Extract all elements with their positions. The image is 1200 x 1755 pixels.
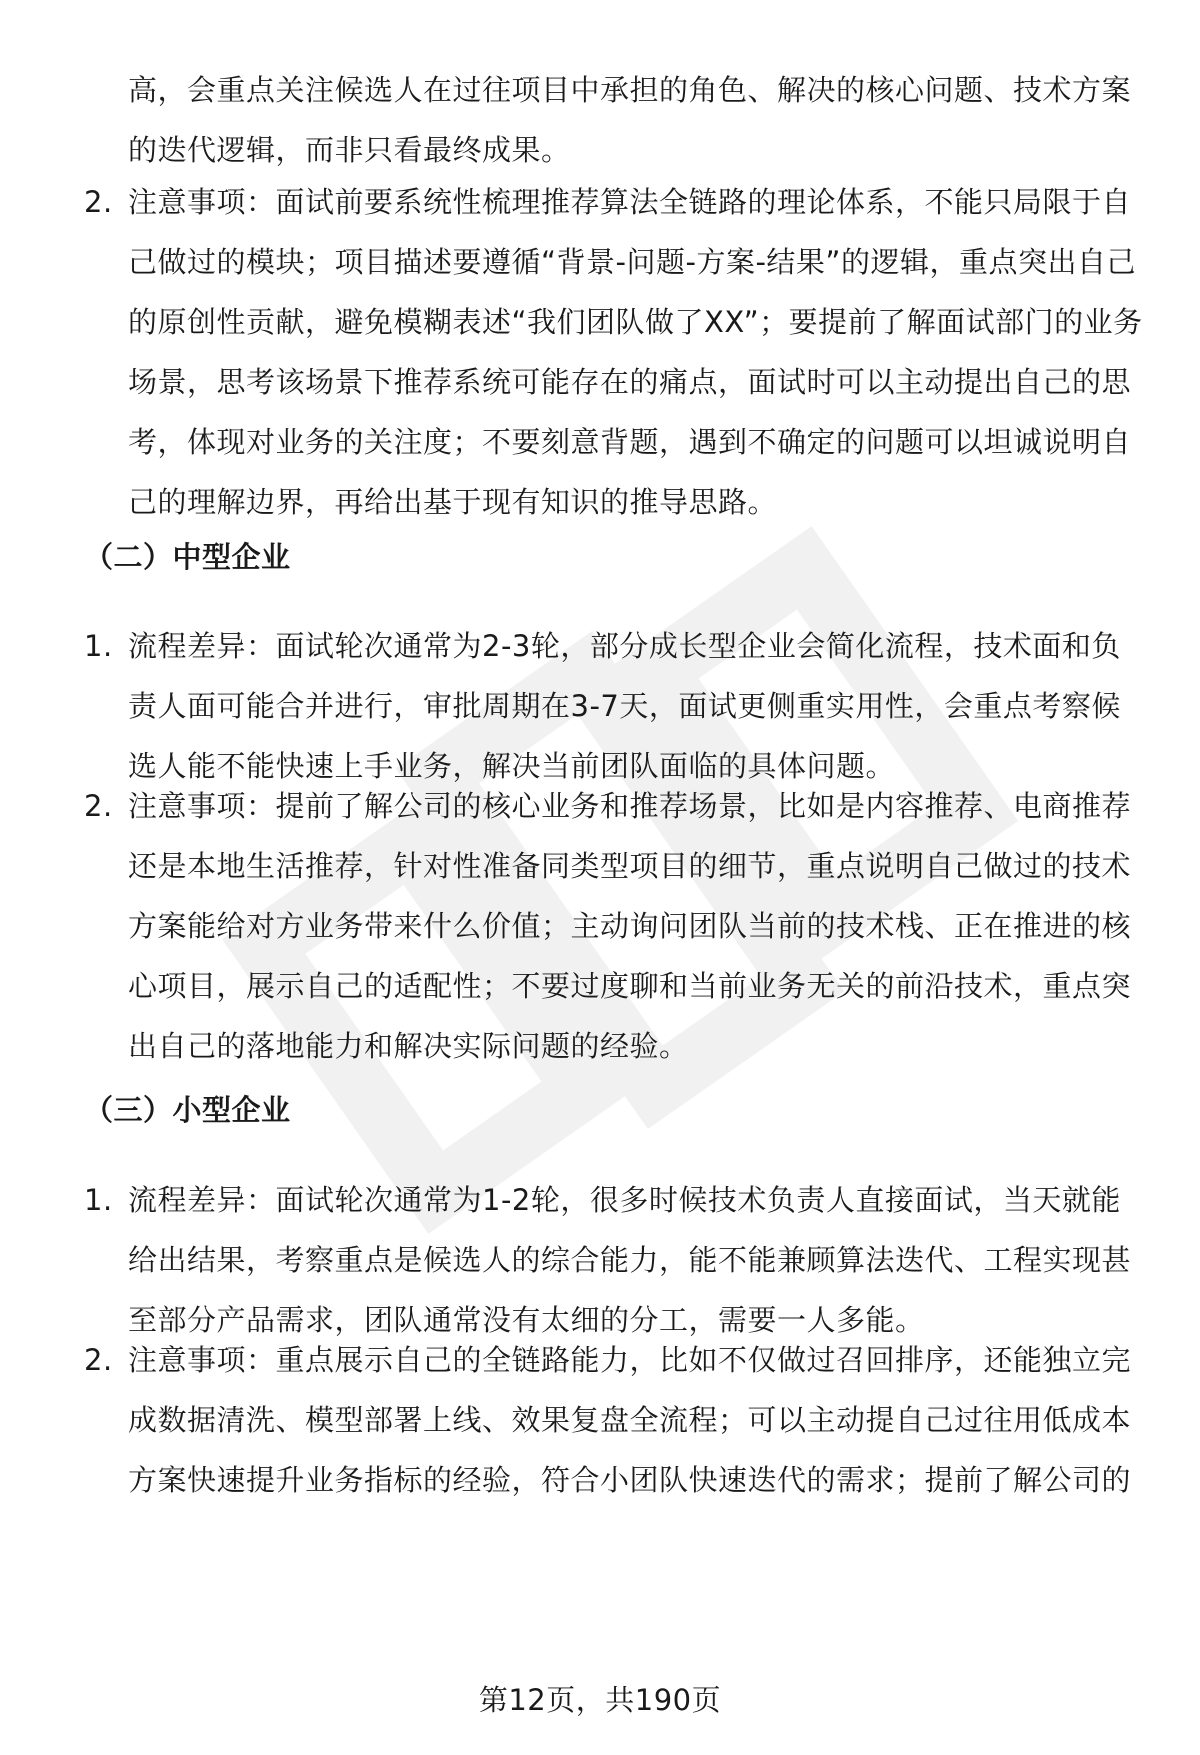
continuation-paragraph: 高，会重点关注候选人在过往项目中承担的角色、解决的核心问题、技术方案的迭代逻辑，而非只看最终成果。 — [128, 73, 1132, 167]
list-text: 注意事项：面试前要系统性梳理推荐算法全链路的理论体系，不能只局限于自己做过的模块；项目描述要遵循“背景-问题-方案-结果”的逻辑，重点突出自己的原创性贡献，避免模糊表述“我们团队做了XX”；要提前了解面试部门的业务场景，思考该场景下推荐系统可能存在的痛点，面试时可以主动提出自己的思考，体现对业务的关注度；不要刻意背题，遇到不确定的问题可以坦诚说明自己的理解边界，再给出基于现有知识的推导思路。 — [128, 185, 1143, 519]
list-item — [84, 776, 1148, 1076]
list-item — [84, 1330, 1148, 1510]
list-text: 流程差异：面试轮次通常为1-2轮，很多时候技术负责人直接面试，当天就能给出结果，考察重点是候选人的综合能力，能不能兼顾算法迭代、工程实现甚至部分产品需求，团队通常没有太细的分工，需要一人多能。 — [128, 1183, 1132, 1337]
list-item — [84, 1170, 1148, 1350]
list-text: 注意事项：提前了解公司的核心业务和推荐场景，比如是内容推荐、电商推荐还是本地生活推荐，针对性准备同类型项目的细节，重点说明自己做过的技术方案能给对方业务带来什么价值；主动询问团队当前的技术栈、正在推进的核心项目，展示自己的适配性；不要过度聊和当前业务无关的前沿技术，重点突出自己的落地能力和解决实际问题的经验。 — [128, 789, 1132, 1063]
section-heading-medium: （二）中型企业 — [84, 540, 291, 574]
list-number: 1. — [84, 1183, 113, 1217]
list-number: 2. — [84, 185, 113, 219]
list-item — [84, 616, 1148, 796]
list-text: 流程差异：面试轮次通常为2-3轮，部分成长型企业会简化流程，技术面和负责人面可能合并进行，审批周期在3-7天，面试更侧重实用性，会重点考察候选人能不能快速上手业务，解决当前团队面临的具体问题。 — [128, 629, 1121, 783]
list-number: 2. — [84, 1343, 113, 1377]
list-item — [84, 172, 1148, 532]
page-footer: 第12页，共190页 — [478, 1683, 722, 1717]
section-heading-small: （三）小型企业 — [84, 1093, 291, 1127]
list-number: 1. — [84, 629, 113, 663]
list-text: 注意事项：重点展示自己的全链路能力，比如不仅做过召回排序，还能独立完成数据清洗、模型部署上线、效果复盘全流程；可以主动提自己过往用低成本方案快速提升业务指标的经验，符合小团队快速迭代的需求；提前了解公司的 — [128, 1343, 1132, 1497]
list-number: 2. — [84, 789, 113, 823]
